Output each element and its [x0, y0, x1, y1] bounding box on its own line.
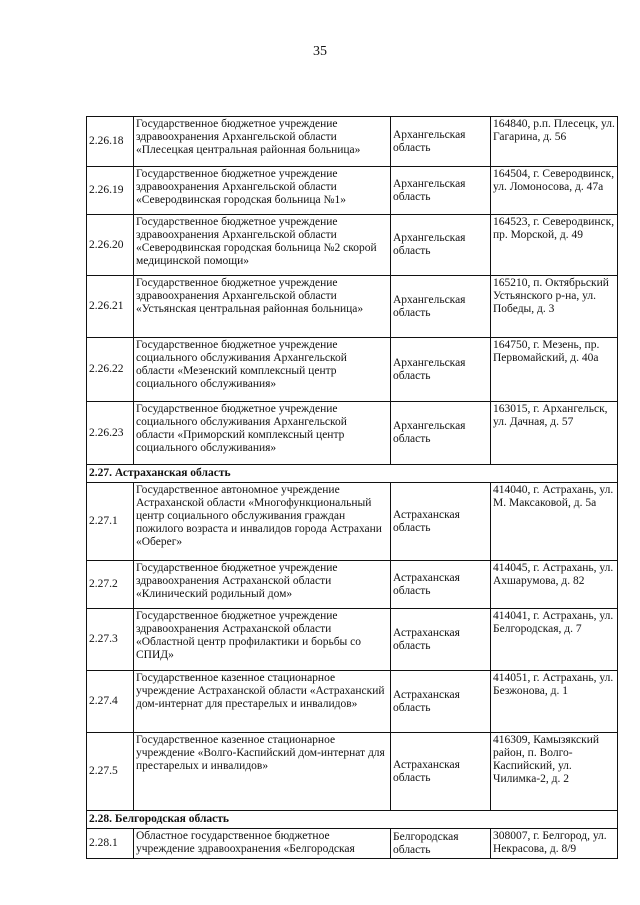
- row-number: 2.26.22: [87, 338, 134, 402]
- table-row: [87, 276, 618, 338]
- institution-name: Государственное бюджетное учреждение здравоохранения Архангельской области «Северодвинская городская больница №1»: [134, 167, 391, 215]
- institution-address: 163015, г. Архангельск, ул. Дачная, д. 57: [491, 402, 618, 465]
- table-row: [87, 609, 618, 671]
- institution-address: 164750, г. Мезень, пр. Первомайский, д. 40а: [491, 338, 618, 402]
- institution-address: 164523, г. Северодвинск, пр. Морской, д. 49: [491, 215, 618, 276]
- institutions-table: [86, 116, 618, 859]
- table-row: [87, 117, 618, 167]
- region-name: Астраханская область: [391, 671, 491, 733]
- row-number: 2.26.19: [87, 167, 134, 215]
- institution-name: Государственное казенное стационарное учреждение «Волго-Каспийский дом-интернат для престарелых и инвалидов»: [134, 733, 391, 811]
- institution-address: 414041, г. Астрахань, ул. Белгородская, д. 7: [491, 609, 618, 671]
- table-row: [87, 167, 618, 215]
- table-row: [87, 671, 618, 733]
- row-number: 2.27.5: [87, 733, 134, 811]
- table-row: [87, 483, 618, 561]
- table-row: [87, 829, 618, 859]
- institution-name: Государственное бюджетное учреждение социального обслуживания Архангельской области «Приморский комплексный центр социального обслуживания»: [134, 402, 391, 465]
- table-row: [87, 402, 618, 465]
- row-number: 2.27.1: [87, 483, 134, 561]
- section-heading: 2.28. Белгородская область: [87, 811, 618, 829]
- table-row: [87, 561, 618, 609]
- institution-name: Государственное бюджетное учреждение здравоохранения Астраханской области «Областной центр профилактики и борьбы со СПИД»: [134, 609, 391, 671]
- institution-name: Государственное автономное учреждение Астраханской области «Многофункциональный центр социального обслуживания граждан пожилого возраста и инвалидов города Астрахани «Оберег»: [134, 483, 391, 561]
- institution-address: 414051, г. Астрахань, ул. Безжонова, д. 1: [491, 671, 618, 733]
- institution-name: Государственное бюджетное учреждение здравоохранения Астраханской области «Клинический родильный дом»: [134, 561, 391, 609]
- institution-address: 165210, п. Октябрьский Устьянского р-на, ул. Победы, д. 3: [491, 276, 618, 338]
- region-name: Архангельская область: [391, 215, 491, 276]
- institution-address: 164504, г. Северодвинск, ул. Ломоносова, д. 47а: [491, 167, 618, 215]
- institution-name: Государственное казенное стационарное учреждение Астраханской области «Астраханский дом-интернат для престарелых и инвалидов»: [134, 671, 391, 733]
- institution-name: Государственное бюджетное учреждение здравоохранения Архангельской области «Устьянская центральная районная больница»: [134, 276, 391, 338]
- row-number: 2.26.18: [87, 117, 134, 167]
- row-number: 2.26.21: [87, 276, 134, 338]
- table-row: [87, 733, 618, 811]
- institution-address: 416309, Камызякский район, п. Волго-Каспийский, ул. Чилимка-2, д. 2: [491, 733, 618, 811]
- region-name: Белгородская область: [391, 829, 491, 859]
- institution-name: Государственное бюджетное учреждение социального обслуживания Архангельской области «Мезенский комплексный центр социального обслуживания»: [134, 338, 391, 402]
- region-name: Архангельская область: [391, 402, 491, 465]
- section-row: [87, 811, 618, 829]
- row-number: 2.27.2: [87, 561, 134, 609]
- institution-address: 414040, г. Астрахань, ул. М. Максаковой, д. 5а: [491, 483, 618, 561]
- row-number: 2.26.20: [87, 215, 134, 276]
- region-name: Астраханская область: [391, 609, 491, 671]
- region-name: Архангельская область: [391, 338, 491, 402]
- institution-address: 164840, р.п. Плесецк, ул. Гагарина, д. 56: [491, 117, 618, 167]
- page-number: 35: [313, 44, 327, 59]
- table-row: [87, 215, 618, 276]
- row-number: 2.26.23: [87, 402, 134, 465]
- region-name: Архангельская область: [391, 167, 491, 215]
- institution-address: 308007, г. Белгород, ул. Некрасова, д. 8/9: [491, 829, 618, 859]
- region-name: Архангельская область: [391, 117, 491, 167]
- section-row: [87, 465, 618, 483]
- region-name: Астраханская область: [391, 483, 491, 561]
- institution-address: 414045, г. Астрахань, ул. Ахшарумова, д. 82: [491, 561, 618, 609]
- institution-name: Государственное бюджетное учреждение здравоохранения Архангельской области «Плесецкая центральная районная больница»: [134, 117, 391, 167]
- region-name: Архангельская область: [391, 276, 491, 338]
- row-number: 2.27.4: [87, 671, 134, 733]
- section-heading: 2.27. Астраханская область: [87, 465, 618, 483]
- institution-name: Государственное бюджетное учреждение здравоохранения Архангельской области «Северодвинская городская больница №2 скорой медицинской помощи»: [134, 215, 391, 276]
- region-name: Астраханская область: [391, 561, 491, 609]
- table-row: [87, 338, 618, 402]
- row-number: 2.27.3: [87, 609, 134, 671]
- region-name: Астраханская область: [391, 733, 491, 811]
- institution-name: Областное государственное бюджетное учреждение здравоохранения «Белгородская: [134, 829, 391, 859]
- row-number: 2.28.1: [87, 829, 134, 859]
